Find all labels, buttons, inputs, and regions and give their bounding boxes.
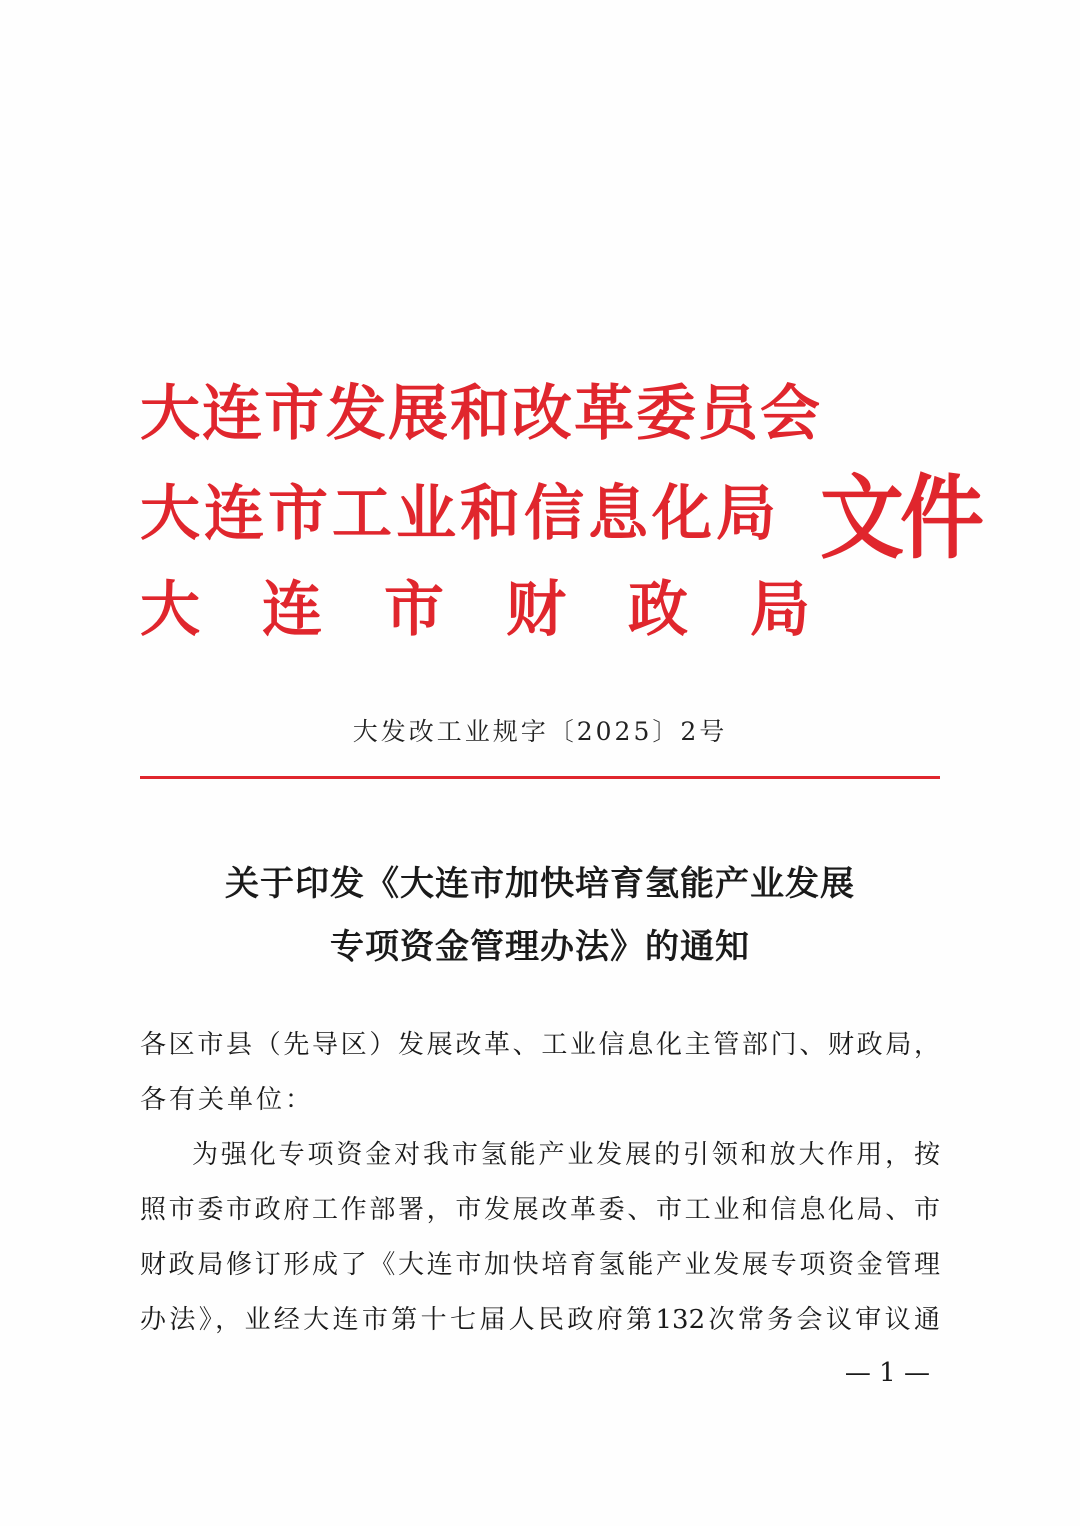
issuer-finance-bureau: 大连市财政局 xyxy=(140,575,872,645)
document-number: 大发改工业规字〔2025〕2号 xyxy=(352,717,728,746)
document-title-line-1: 关于印发《大连市加快培育氢能产业发展 xyxy=(225,864,855,904)
document-title-line-2: 专项资金管理办法》的通知 xyxy=(330,927,750,967)
recipients-line-1: 各区市县（先导区）发展改革、工业信息化主管部门、财政局， xyxy=(140,1030,940,1060)
page-number: — 1 — xyxy=(844,1358,930,1388)
red-header xyxy=(140,378,981,658)
paragraph-line-4: 办法》，业经大连市第十七届人民政府第132次常务会议审议通 xyxy=(140,1305,940,1335)
issuer-industry-information-bureau: 大连市工业和信息化局 xyxy=(140,479,780,549)
header-document-suffix: 文件 xyxy=(820,464,981,571)
issuer-development-reform-commission: 大连市发展和改革委员会 xyxy=(140,379,822,449)
paragraph-line-3: 财政局修订形成了《大连市加快培育氢能产业发展专项资金管理 xyxy=(140,1250,940,1280)
paragraph-line-1: 为强化专项资金对我市氢能产业发展的引领和放大作用，按 xyxy=(192,1140,940,1170)
red-separator-line xyxy=(140,776,940,779)
paragraph-line-2: 照市委市政府工作部署，市发展改革委、市工业和信息化局、市 xyxy=(140,1195,940,1225)
recipients-line-2: 各有关单位： xyxy=(140,1085,315,1115)
